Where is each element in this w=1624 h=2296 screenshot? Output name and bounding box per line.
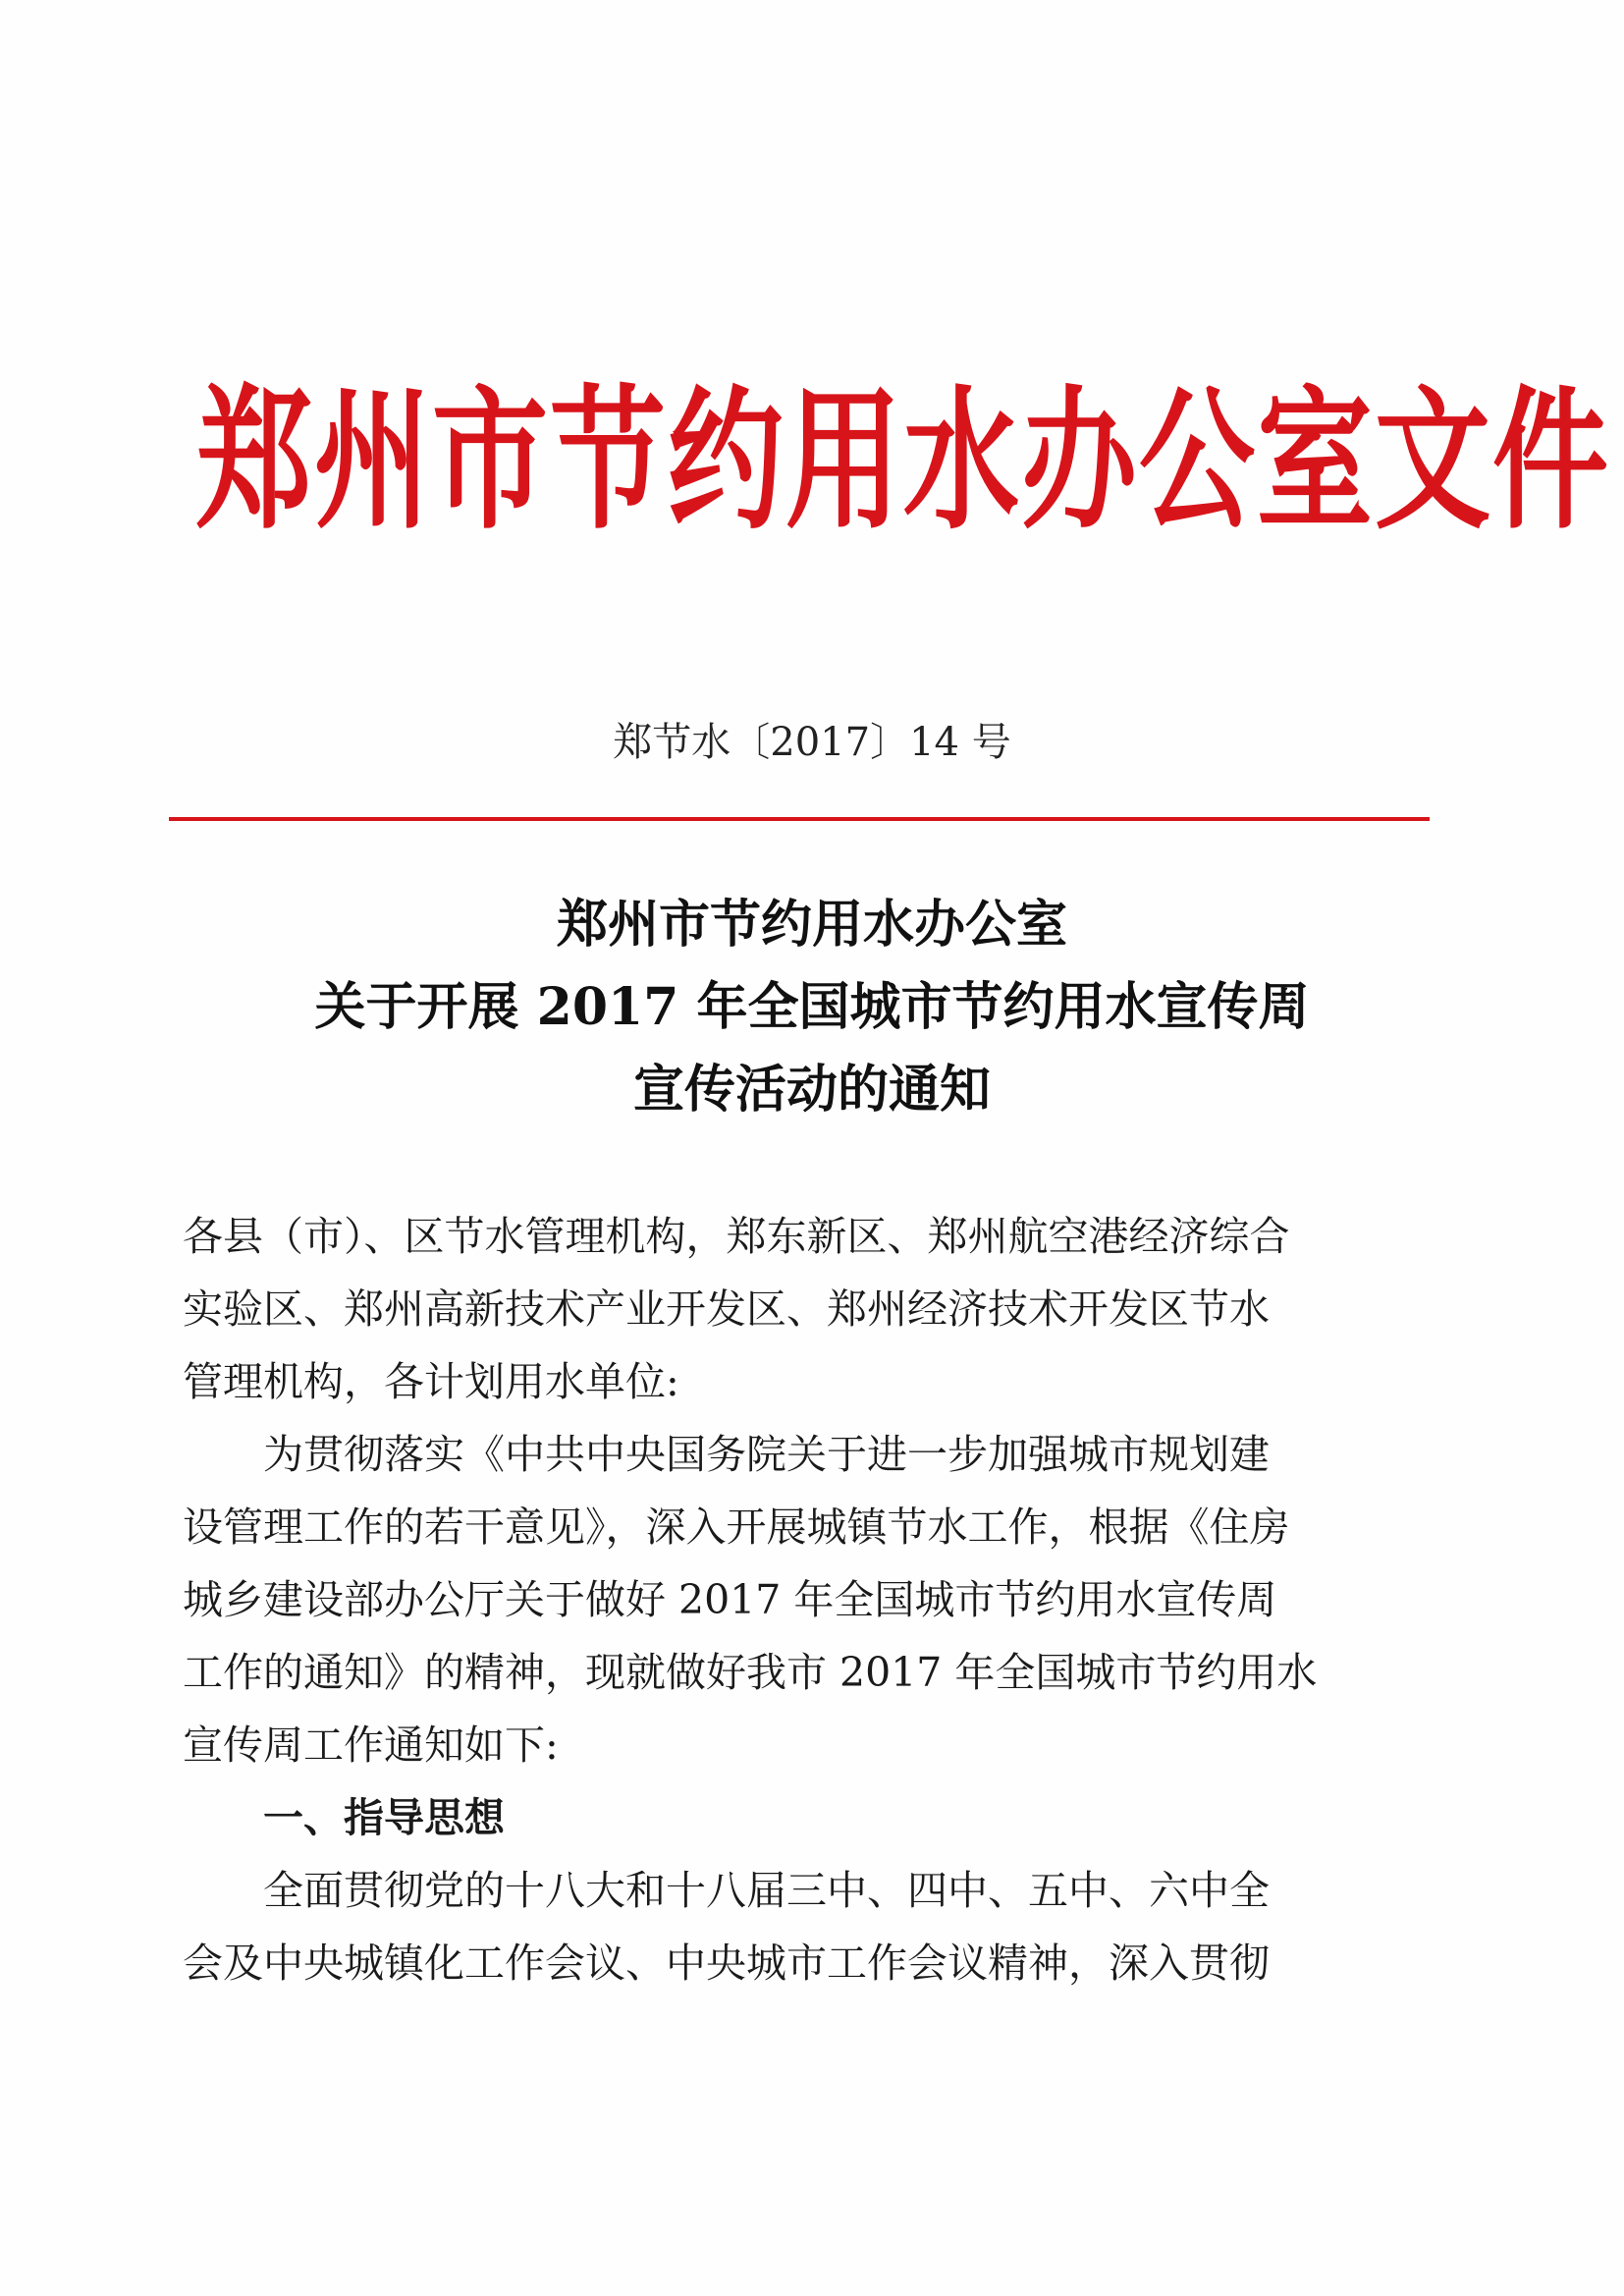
- paragraph-1-line-4: 工作的通知》的精神，现就做好我市 2017 年全国城市节约用水: [183, 1649, 1318, 1696]
- paragraph-2-line-1: 全面贯彻党的十八大和十八届三中、四中、五中、六中全: [263, 1867, 1270, 1914]
- paragraph-1-line-2: 设管理工作的若干意见》，深入开展城镇节水工作，根据《住房: [183, 1503, 1290, 1551]
- body-text: [183, 1200, 1373, 1999]
- notice-title-line-3: 宣传活动的通知: [632, 1060, 991, 1120]
- paragraph-1-line-3: 城乡建设部办公厅关于做好 2017 年全国城市节约用水宣传周: [183, 1576, 1277, 1623]
- document-number: 郑节水〔2017〕14 号: [613, 720, 1011, 765]
- red-divider-line: [169, 817, 1430, 821]
- addressee-line-2: 实验区、郑州高新技术产业开发区、郑州经济技术开发区节水: [183, 1285, 1270, 1333]
- notice-title: [0, 884, 1624, 1131]
- paragraph-1-line-1: 为贯彻落实《中共中央国务院关于进一步加强城市规划建: [263, 1431, 1270, 1478]
- addressee-line-1: 各县（市）、区节水管理机构，郑东新区、郑州航空港经济综合: [183, 1213, 1290, 1260]
- notice-title-line-1: 郑州市节约用水办公室: [556, 895, 1067, 955]
- paragraph-2-line-2: 会及中央城镇化工作会议、中央城市工作会议精神，深入贯彻: [183, 1940, 1270, 1987]
- section-heading-guiding-thought: 一、指导思想: [263, 1794, 505, 1841]
- issuer-title: 郑州市节约用水办公室文件: [196, 370, 1611, 551]
- addressee-line-3: 管理机构，各计划用水单位:: [183, 1358, 679, 1405]
- notice-title-line-2: 关于开展 2017 年全国城市节约用水宣传周: [314, 977, 1310, 1037]
- paragraph-1-line-5: 宣传周工作通知如下:: [183, 1722, 559, 1769]
